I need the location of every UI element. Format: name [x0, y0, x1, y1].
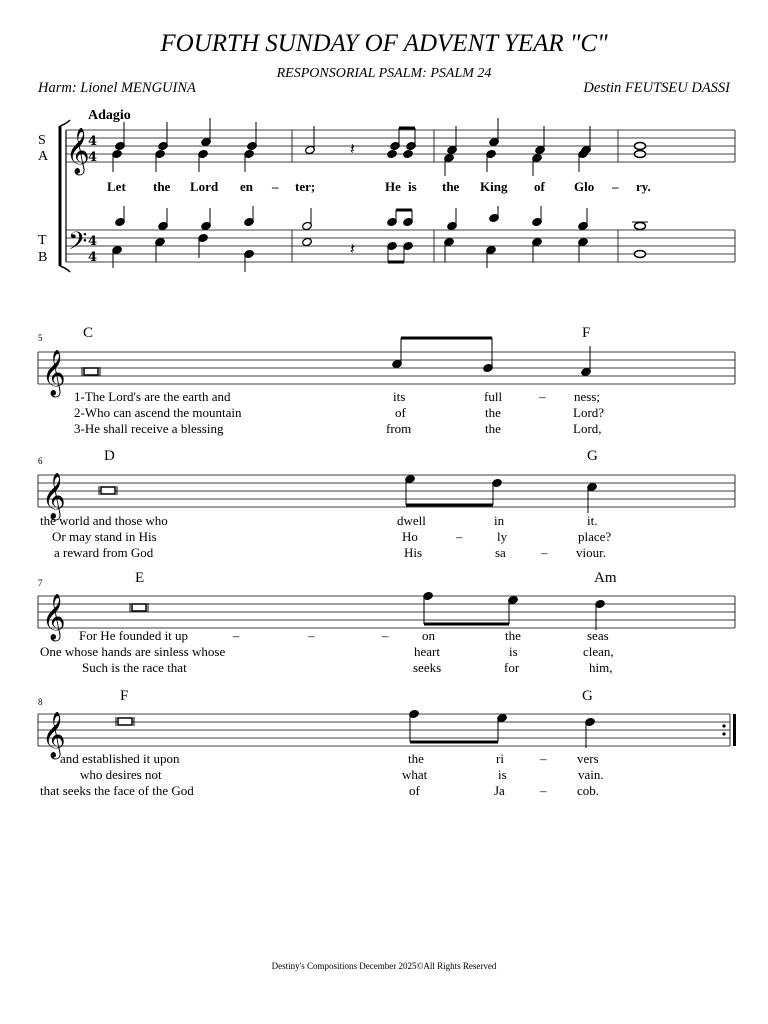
staff-verse-2: [38, 475, 735, 507]
voice-label-t: T: [38, 233, 47, 248]
verse-lyric: vers: [577, 751, 599, 766]
refrain-lyric: He: [385, 179, 401, 194]
verse-lyric: him,: [589, 660, 613, 675]
refrain-lyric: ry.: [636, 179, 651, 194]
chord-symbol: F: [582, 325, 591, 341]
chord-symbol: C: [83, 325, 94, 341]
verse-lyric: it.: [587, 513, 598, 528]
verse-lyric: ly: [497, 529, 508, 544]
verse-lyric: –: [540, 751, 547, 766]
soprano-notes: [115, 118, 646, 155]
verse-lyric: 2-Who can ascend the mountain: [74, 405, 242, 420]
verse-lyric: Lord,: [573, 421, 602, 436]
verse-lyric: dwell: [397, 513, 426, 528]
verse-lyric: Or may stand in His: [52, 529, 157, 544]
treble-clef-icon: 𝄞: [42, 712, 66, 758]
verse-4-notes: [116, 709, 595, 748]
svg-text:4: 4: [88, 150, 98, 165]
verse-lyric: who desires not: [80, 767, 162, 782]
verse-lyric: its: [393, 389, 406, 404]
verse-lyric: –: [456, 529, 463, 544]
verse-lyric: His: [404, 545, 423, 560]
verse-lyric: Ho: [402, 529, 418, 544]
time-signature: [88, 134, 97, 265]
verse-lyric: –: [233, 628, 240, 643]
staff-verse-3: [38, 596, 735, 628]
refrain-lyric: the: [153, 179, 171, 194]
refrain-lyric: –: [612, 179, 619, 194]
refrain-lyric: King: [480, 179, 508, 194]
chord-symbol: D: [104, 448, 115, 464]
staff-tb: [66, 230, 735, 262]
bass-notes: [112, 233, 646, 272]
svg-text:4: 4: [88, 234, 98, 249]
verse-lyric: 1-The Lord's are the earth and: [74, 389, 231, 404]
verse-lyric: vain.: [578, 767, 604, 782]
verse-lyric: –: [541, 545, 548, 560]
quarter-rest-icon: 𝄽: [350, 139, 355, 158]
verse-lyric: the world and those who: [40, 513, 168, 528]
verse-lyric: ness;: [574, 389, 600, 404]
verse-lyric: full: [484, 389, 503, 404]
staff-verse-4: [38, 714, 730, 746]
page-title: FOURTH SUNDAY OF ADVENT YEAR "C": [160, 30, 608, 57]
verse-lyric: in: [494, 513, 505, 528]
verse-lyric: a reward from God: [54, 545, 154, 560]
verse-lyric: seas: [587, 628, 609, 643]
verse-lyric: Such is the race that: [82, 660, 187, 675]
breve-note: [132, 604, 146, 611]
verse-lyric: –: [382, 628, 389, 643]
chord-symbol: Am: [594, 570, 617, 586]
verse-lyric: Ja: [494, 783, 505, 798]
measure-number: 7: [38, 578, 43, 588]
verse-1-notes: [82, 338, 591, 377]
tempo-marking: Adagio: [88, 108, 131, 123]
breve-note: [101, 487, 115, 494]
voice-label-s: S: [38, 133, 46, 148]
svg-text:4: 4: [88, 250, 98, 265]
verse-3-notes: [130, 591, 605, 630]
chord-symbol: E: [135, 570, 145, 586]
refrain-lyric: en: [240, 179, 253, 194]
measure-number: 8: [38, 697, 43, 707]
breve-note: [118, 718, 132, 725]
refrain-lyric: –: [272, 179, 279, 194]
verse-lyric: the: [485, 421, 501, 436]
bass-clef-icon: 𝄢: [68, 227, 88, 262]
verse-lyric: –: [539, 389, 546, 404]
voice-label-a: A: [38, 149, 49, 164]
composer-credit: Destin FEUTSEU DASSI: [583, 80, 730, 96]
refrain-lyric: ter;: [295, 179, 316, 194]
verse-lyric: viour.: [576, 545, 606, 560]
verse-lyric: place?: [578, 529, 612, 544]
verse-lyric: for: [504, 660, 520, 675]
refrain-lyric: is: [408, 179, 417, 194]
verse-lyric: heart: [414, 644, 440, 659]
verse-lyric: ri: [496, 751, 504, 766]
verse-lyric: on: [422, 628, 435, 643]
chord-symbol: G: [582, 688, 593, 704]
verse-lyric: that seeks the face of the God: [40, 783, 194, 798]
verse-lyric: –: [308, 628, 315, 643]
staff-verse-1: [38, 352, 735, 384]
verse-lyric: of: [395, 405, 406, 420]
treble-clef-icon: 𝄞: [42, 473, 66, 519]
quarter-rest-icon: 𝄽: [350, 239, 355, 258]
refrain-lyric: of: [534, 179, 545, 194]
verse-lyric: One whose hands are sinless whose: [40, 644, 226, 659]
alto-notes: [112, 149, 646, 176]
measure-number: 5: [38, 333, 43, 343]
chord-symbol: F: [120, 688, 129, 704]
harmonizer-credit: Harm: Lionel MENGUINA: [38, 80, 196, 96]
verse-lyric: clean,: [583, 644, 614, 659]
verse-lyric: cob.: [577, 783, 600, 798]
verse-lyric: what: [402, 767, 428, 782]
verse-lyric: of: [409, 783, 420, 798]
verse-lyric: from: [386, 421, 412, 436]
measure-number: 6: [38, 456, 43, 466]
refrain-lyric: the: [442, 179, 460, 194]
treble-clef-icon: 𝄞: [42, 594, 66, 640]
page-subtitle: RESPONSORIAL PSALM: PSALM 24: [276, 66, 492, 81]
verse-lyric: sa: [495, 545, 506, 560]
verse-lyric: 3-He shall receive a blessing: [74, 421, 224, 436]
verse-lyric: is: [509, 644, 518, 659]
verse-lyric: and established it upon: [60, 751, 180, 766]
svg-text:4: 4: [88, 134, 98, 149]
verse-lyric: For He founded it up: [79, 628, 189, 643]
refrain-lyric: Lord: [190, 179, 219, 194]
copyright-footer: Destiny's Compositions December 2025©All Rights Reserved: [271, 961, 497, 971]
refrain-lyric: Let: [107, 179, 126, 194]
verse-lyric: seeks: [413, 660, 442, 675]
verse-lyric: is: [498, 767, 507, 782]
refrain-lyric: Glo: [574, 179, 595, 194]
verse-lyric: Lord?: [573, 405, 605, 420]
treble-clef-icon: 𝄞: [66, 128, 90, 174]
verse-lyric: the: [485, 405, 501, 420]
verse-lyric: the: [408, 751, 424, 766]
chord-symbol: G: [587, 448, 598, 464]
voice-label-b: B: [38, 250, 48, 265]
breve-note: [84, 368, 98, 375]
tenor-notes: [115, 206, 648, 231]
treble-clef-icon: 𝄞: [42, 350, 66, 396]
verse-lyric: the: [505, 628, 521, 643]
verse-lyric: –: [540, 783, 547, 798]
